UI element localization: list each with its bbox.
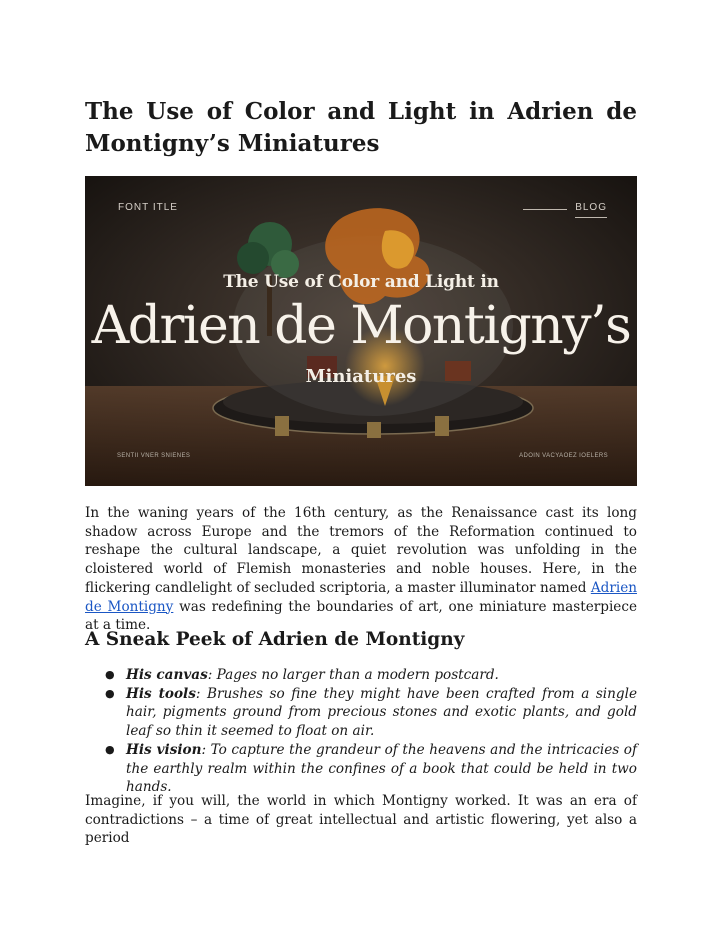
list-item-text: : To capture the grandeur of the heavens and the intricacies of the earthly realm within the confines of a book that could be held in two hands. — [126, 741, 638, 796]
page-title — [85, 96, 637, 160]
hero-blog-underline — [575, 217, 607, 218]
hero-divider — [523, 209, 567, 210]
hero-footer-right: ADOIN VACYAOEZ IOELERS — [519, 453, 608, 459]
list-item-text: : Brushes so fine they might have been crafted from a single hair, pigments ground from precious stones and exotic plants, and gold leaf so thin it seemed to float on air. — [126, 685, 638, 740]
hero-headline-3: Miniatures — [305, 366, 417, 387]
list-item-label: His vision — [126, 741, 202, 758]
hero-footer-left: SENTII VNER SNIENES — [117, 453, 191, 459]
intro-paragraph — [85, 504, 637, 635]
imagine-paragraph: Imagine, if you will, the world in which Montigny worked. It was an era of contradictions – a time of great intellectual and artistic flowering, yet also a period — [85, 793, 637, 847]
list-item-label: His canvas — [126, 667, 208, 683]
page-title-line-1: The Use of Color and Light in Adrien de — [85, 98, 637, 125]
intro-text-before: In the waning years of the 16th century, as the Renaissance cast its long shadow across Europe and the tremors of the Reformation continued to reshape the cultural landscape, a quiet revolution was unfolding in the cloistered world of Flemish monasteries and noble houses. Here, in the flickering candlelight of secluded scriptoria, a master illuminator named — [85, 505, 637, 596]
hero-blog-label: BLOG — [575, 202, 607, 213]
sneak-peek-list — [85, 666, 637, 797]
bullet-icon: ● — [105, 668, 115, 681]
page-title-line-2: Montigny’s Miniatures — [85, 130, 380, 157]
list-item — [85, 741, 637, 797]
adrien-de-montigny-link[interactable]: Adrien de Montigny — [85, 579, 637, 615]
hero-headline-2: Adrien de Montigny’s — [91, 296, 631, 356]
intro-text-after: was redefining the boundaries of art, one miniature masterpiece at a time. — [85, 598, 638, 634]
section-heading: A Sneak Peek of Adrien de Montigny — [85, 629, 465, 650]
hero-site-label: FONT ITLE — [118, 202, 178, 213]
list-item — [85, 666, 637, 685]
list-item-text: : Pages no larger than a modern postcard. — [207, 667, 499, 683]
bullet-icon: ● — [105, 742, 115, 756]
hero-image — [85, 176, 637, 486]
list-item — [85, 685, 637, 741]
list-item-label: His tools — [126, 685, 196, 702]
hero-headline-1: The Use of Color and Light in — [223, 272, 499, 292]
bullet-icon: ● — [105, 686, 115, 700]
